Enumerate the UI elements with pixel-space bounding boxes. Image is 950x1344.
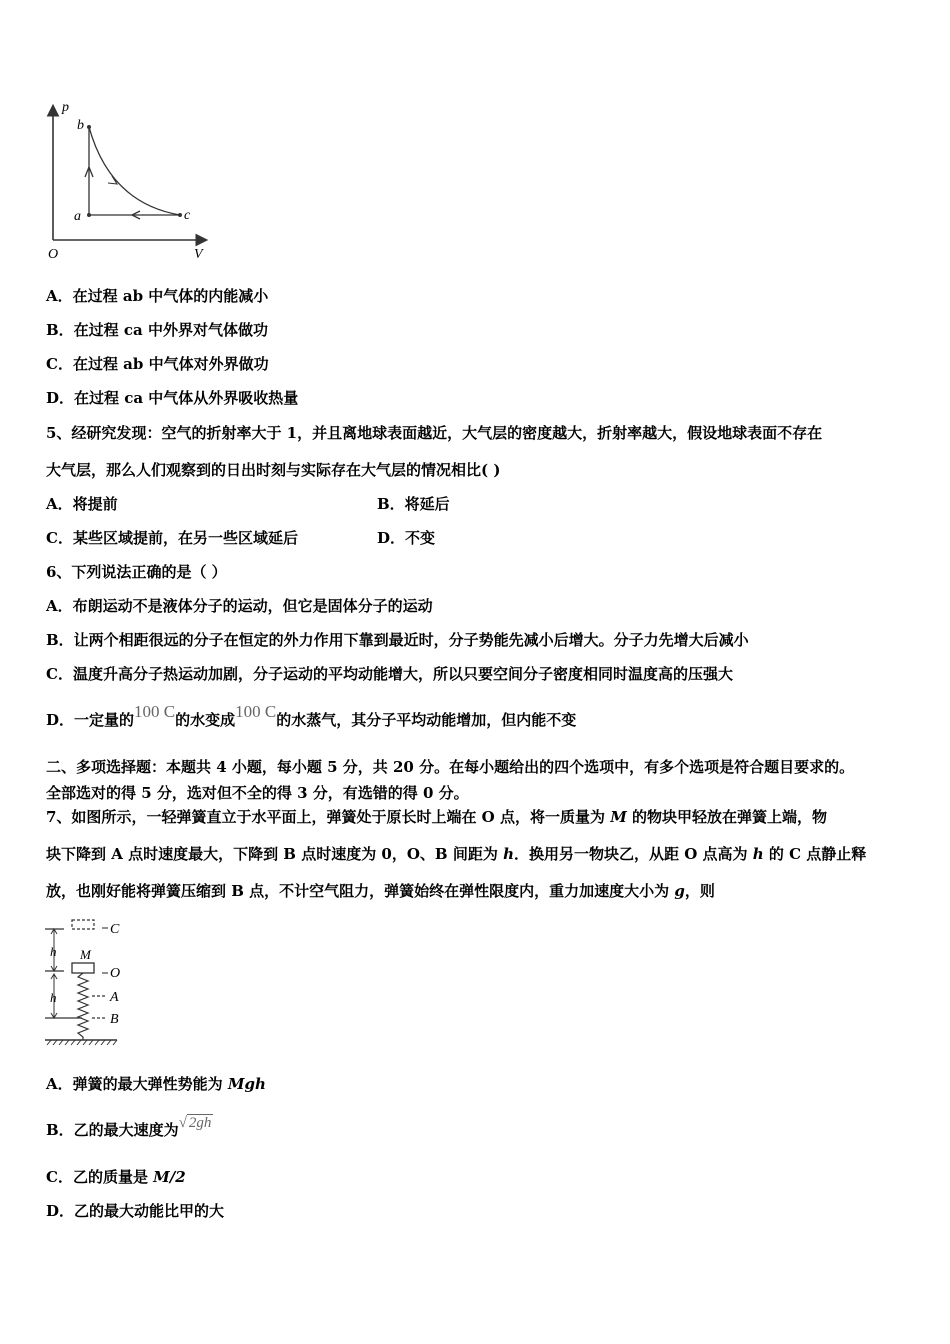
q7-s2d: h: [752, 845, 764, 863]
q7-s3b: g: [674, 882, 685, 900]
q6-d-math-2: 100 C: [235, 702, 277, 721]
point-b-label: b: [77, 118, 84, 133]
q4-option-a: A．在过程 ab 中气体的内能减小: [46, 287, 269, 305]
q7-s2c: ．换用另一物块乙，从距 O 点高为: [513, 845, 753, 863]
q6-stem: 6、下列说法正确的是（ ）: [46, 563, 227, 581]
p-axis-label: p: [62, 100, 69, 115]
q7-s1b: M: [610, 808, 627, 826]
label-b: B: [110, 1012, 119, 1027]
label-a: A: [110, 990, 119, 1005]
q7-b-radicand: 2gh: [188, 1115, 212, 1131]
label-h2: h: [50, 990, 57, 1005]
q6-option-b: B．让两个相距很远的分子在恒定的外力作用下靠到最近时，分子势能先减小后增大。分子力先增大后减小: [46, 631, 749, 649]
q6-d-text-2: 的水变成: [175, 711, 236, 729]
spring-diagram: [42, 912, 132, 1052]
q5-option-d: D．不变: [377, 529, 436, 547]
q7-s1a: 7、如图所示，一轻弹簧直立于水平面上，弹簧处于原长时上端在 O 点，将一质量为: [46, 808, 611, 826]
q7-option-b: [46, 1115, 213, 1141]
q7-option-a: [46, 1074, 266, 1094]
label-h1: h: [50, 944, 57, 959]
q7-stem-line-3: [46, 881, 715, 901]
q5-option-a: A．将提前: [46, 495, 118, 513]
pv-diagram: [40, 95, 215, 265]
label-m: M: [80, 947, 91, 962]
q7-option-d: D．乙的最大动能比甲的大: [46, 1202, 225, 1220]
q7-s2b: h: [503, 845, 514, 863]
spring: [78, 973, 88, 1040]
q7-stem-line-2: [46, 844, 866, 864]
q7-s2a: 块下降到 A 点时速度最大，下降到 B 点时速度为 0，O、B 间距为: [46, 845, 504, 863]
q7-c-math: M/2: [153, 1168, 186, 1186]
q4-option-c: C．在过程 ab 中气体对外界做功: [46, 355, 269, 373]
q7-a-text: A．弹簧的最大弹性势能为: [46, 1075, 228, 1093]
process-bc: [89, 127, 180, 215]
q7-s2e: 的 C 点静止释: [763, 845, 867, 863]
v-axis-label: V: [194, 247, 203, 262]
q7-b-math: √ 2gh: [178, 1115, 212, 1131]
q7-b-text: B．乙的最大速度为: [46, 1121, 179, 1139]
q7-s1c: 的物块甲轻放在弹簧上端，物: [626, 808, 828, 826]
q7-a-math: Mgh: [227, 1075, 266, 1093]
q4-option-d: D．在过程 ca 中气体从外界吸收热量: [46, 389, 299, 407]
q6-d-text-1: D．一定量的: [46, 711, 135, 729]
point-c-label: c: [184, 208, 191, 223]
q7-c-text: C．乙的质量是: [46, 1168, 154, 1186]
label-c: C: [110, 922, 120, 937]
section2-heading-1: 二、多项选择题：本题共 4 小题，每小题 5 分，共 20 分。在每小题给出的四个选项中，有多个选项是符合题目要求的。: [46, 758, 855, 776]
origin-label: O: [48, 247, 59, 262]
q6-d-math-1: 100 C: [134, 702, 176, 721]
q5-option-b: B．将延后: [377, 495, 450, 513]
q6-d-text-3: 的水蒸气，其分子平均动能增加，但内能不变: [276, 711, 577, 729]
q7-s3c: ，则: [684, 882, 715, 900]
q4-option-b: B．在过程 ca 中外界对气体做功: [46, 321, 268, 339]
q7-s3a: 放，也刚好能将弹簧压缩到 B 点，不计空气阻力，弹簧始终在弹性限度内，重力加速度大小为: [46, 882, 675, 900]
q6-option-c: C．温度升高分子热运动加剧，分子运动的平均动能增大，所以只要空间分子密度相同时温度高的压强大: [46, 665, 733, 683]
block-yi: [72, 920, 94, 929]
block-jia: [72, 963, 94, 973]
q6-option-d: [46, 702, 577, 730]
q6-option-a: A．布朗运动不是液体分子的运动，但它是固体分子的运动: [46, 597, 433, 615]
q7-option-c: [46, 1167, 186, 1187]
q7-stem-line-1: [46, 807, 827, 827]
point-a-label: a: [74, 209, 81, 224]
q5-option-c: C．某些区域提前，在另一些区域延后: [46, 529, 298, 547]
q5-stem-line-1: 5、经研究发现：空气的折射率大于 1，并且离地球表面越近，大气层的密度越大，折射率越大，假设地球表面不存在: [46, 424, 823, 442]
section2-heading-2: 全部选对的得 5 分，选对但不全的得 3 分，有选错的得 0 分。: [46, 784, 469, 802]
label-o: O: [110, 966, 121, 981]
q5-stem-line-2: 大气层，那么人们观察到的日出时刻与实际存在大气层的情况相比( ): [46, 461, 501, 479]
